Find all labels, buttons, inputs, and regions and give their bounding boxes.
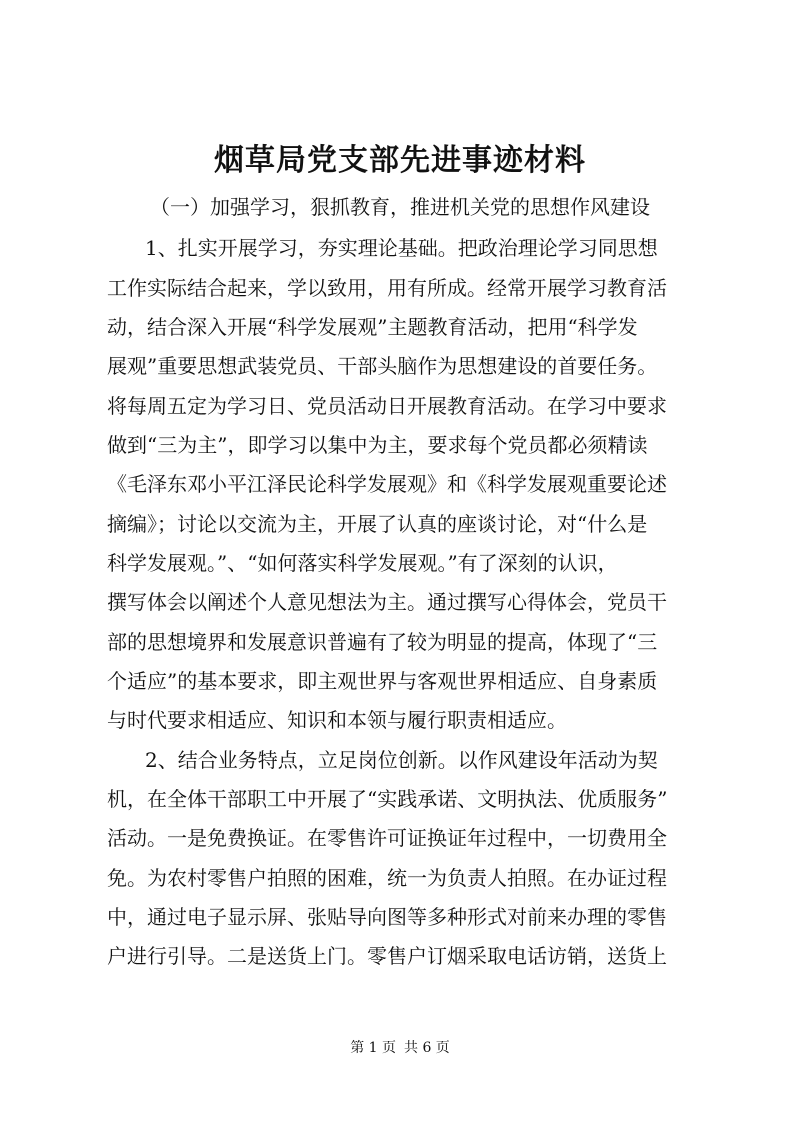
paragraph-line: 动，结合深入开展“科学发展观”主题教育活动，把用“科学发	[107, 315, 638, 339]
page-number: 第 1 页	[350, 1040, 396, 1056]
paragraph-line: 展观”重要思想武装党员、干部头脑作为思想建设的首要任务。	[107, 354, 658, 378]
paragraph-line: 2、结合业务特点，立足岗位创新。以作风建设年活动为契	[145, 748, 658, 772]
page-total: 共 6 页	[404, 1040, 450, 1056]
paragraph-line: 撰写体会以阐述个人意见想法为主。通过撰写心得体会，党员干	[107, 590, 667, 614]
paragraph-line: 摘编》；讨论以交流为主，开展了认真的座谈讨论，对“什么是	[107, 512, 648, 536]
page-title: 烟草局党支部先进事迹材料	[214, 143, 586, 178]
paragraph-line: 做到“三为主”，即学习以集中为主，要求每个党员都必须精读	[107, 433, 648, 457]
page-footer	[0, 1038, 800, 1058]
paragraph-line: 工作实际结合起来，学以致用，用有所成。经常开展学习教育活	[107, 276, 667, 300]
paragraph-line: 科学发展观。”、“如何落实科学发展观。”有了深刻的认识，	[107, 551, 618, 575]
paragraph-line: 《毛泽东邓小平江泽民论科学发展观》和《科学发展观重要论述	[107, 472, 667, 496]
paragraph-line: 将每周五定为学习日、党员活动日开展教育活动。在学习中要求	[107, 394, 667, 418]
paragraph-line: 中，通过电子显示屏、张贴导向图等多种形式对前来办理的零售	[107, 905, 667, 929]
paragraph-line: 1、扎实开展学习，夯实理论基础。把政治理论学习同思想	[145, 236, 658, 260]
paragraph-line: 户进行引导。二是送货上门。零售户订烟采取电话访销，送货上	[107, 944, 667, 968]
paragraph-line: 免。为农村零售户拍照的困难，统一为负责人拍照。在办证过程	[107, 866, 667, 890]
paragraph-line: 活动。一是免费换证。在零售许可证换证年过程中，一切费用全	[107, 826, 667, 850]
section-subheading: （一）加强学习，狠抓教育，推进机关党的思想作风建设	[150, 195, 650, 219]
paragraph-line: 机，在全体干部职工中开展了“实践承诺、文明执法、优质服务”	[107, 787, 668, 811]
paragraph-line: 部的思想境界和发展意识普遍有了较为明显的提高，体现了“三	[107, 630, 658, 654]
paragraph-line: 个适应”的基本要求，即主观世界与客观世界相适应、自身素质	[107, 669, 658, 693]
paragraph-line: 与时代要求相适应、知识和本领与履行职责相适应。	[107, 708, 567, 732]
